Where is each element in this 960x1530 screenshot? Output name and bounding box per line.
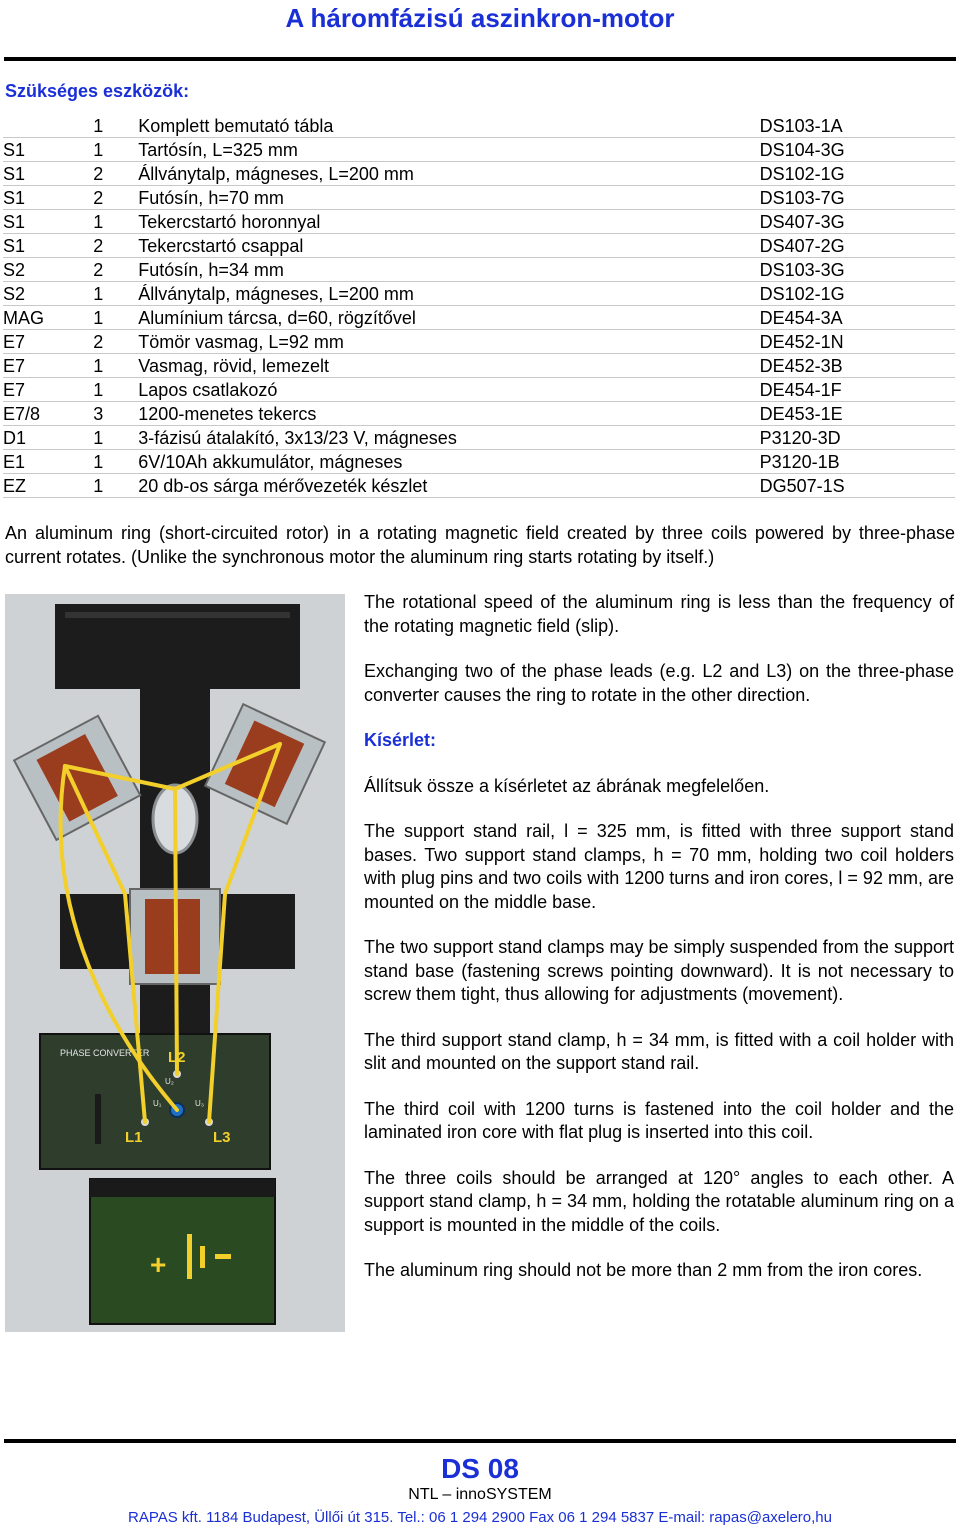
item-order-number: DE452-1N (760, 330, 955, 354)
terminal-u2-label: U₂ (165, 1077, 174, 1086)
table-row (3, 282, 955, 306)
item-order-number: DE454-1F (760, 378, 955, 402)
item-order-number: DS103-7G (760, 186, 955, 210)
item-code: MAG (3, 306, 93, 330)
item-name: Állványtalp, mágneses, L=200 mm (138, 282, 759, 306)
equipment-heading: Szükséges eszközök: (5, 81, 190, 101)
item-name: Futósín, h=70 mm (138, 186, 759, 210)
converter-label: PHASE CONVERTER (60, 1048, 150, 1058)
paragraph-angles: The three coils should be arranged at 120° angles to each other. A support stand clamp, h = 34 mm, holding the rotatable aluminum ring on a support is mounted in the middle of the coils. (364, 1167, 954, 1235)
table-row (3, 114, 955, 138)
item-code: S1 (3, 210, 93, 234)
item-quantity: 2 (93, 258, 138, 282)
paragraph-stand-rail: The support stand rail, l = 325 mm, is fitted with three support stand bases. Two support stand clamps, h = 70 mm, holding two coil holders with plug pins and two coils with 1200 turns and iron cores, l = 92 mm, are mounted on the middle base. (364, 821, 954, 912)
terminal-u3-label: U₃ (195, 1099, 205, 1108)
item-quantity: 1 (93, 450, 138, 474)
phase-l3-label: L3 (213, 1129, 231, 1146)
item-order-number: DS103-1A (760, 114, 955, 138)
instructions-column (364, 591, 954, 1305)
table-row (3, 210, 955, 234)
item-name: Komplett bemutató tábla (138, 114, 759, 138)
item-quantity: 1 (93, 354, 138, 378)
table-row (3, 138, 955, 162)
item-code (3, 114, 93, 138)
item-order-number: DE453-1E (760, 402, 955, 426)
apparatus-photo (5, 594, 345, 1332)
item-order-number: DS102-1G (760, 162, 955, 186)
table-row (3, 306, 955, 330)
battery-polarity: + (150, 1249, 167, 1280)
item-name: Tömör vasmag, L=92 mm (138, 330, 759, 354)
item-quantity: 2 (93, 330, 138, 354)
item-code: S1 (3, 186, 93, 210)
contact-line: RAPAS kft. 1184 Budapest, Üllői út 315. Tel.: 06 1 294 2900 Fax 06 1 294 5837 E-mail: rapas@axelero,hu (128, 1509, 832, 1526)
item-quantity: 1 (93, 210, 138, 234)
table-row (3, 258, 955, 282)
item-code: E7 (3, 378, 93, 402)
item-order-number: DS104-3G (760, 138, 955, 162)
item-code: D1 (3, 426, 93, 450)
table-row (3, 330, 955, 354)
item-quantity: 1 (93, 282, 138, 306)
table-row (3, 162, 955, 186)
item-order-number: DE452-3B (760, 354, 955, 378)
item-name: Tekercstartó horonnyal (138, 210, 759, 234)
intro-paragraph: An aluminum ring (short-circuited rotor) in a rotating magnetic field created by three coils powered by three-phase current rotates. (Unlike the synchronous motor the aluminum ring starts rotating by itself.) (5, 523, 955, 567)
item-name: Alumínium tárcsa, d=60, rögzítővel (138, 306, 759, 330)
item-name: 6V/10Ah akkumulátor, mágneses (138, 450, 759, 474)
item-order-number: DS102-1G (760, 282, 955, 306)
table-row (3, 234, 955, 258)
table-row (3, 378, 955, 402)
item-quantity: 1 (93, 426, 138, 450)
paragraph-slip: The rotational speed of the aluminum ring is less than the frequency of the rotating magnetic field (slip). (364, 592, 954, 636)
terminal-u1-label: U₁ (153, 1099, 162, 1108)
equipment-table (3, 114, 955, 498)
battery (90, 1179, 275, 1324)
table-row (3, 450, 955, 474)
page-title: A háromfázisú aszinkron-motor (285, 3, 675, 33)
item-order-number: DS103-3G (760, 258, 955, 282)
document-code: DS 08 (441, 1453, 519, 1484)
item-quantity: 2 (93, 186, 138, 210)
table-row (3, 402, 955, 426)
header-divider (4, 57, 956, 61)
item-quantity: 1 (93, 138, 138, 162)
item-order-number: DE454-3A (760, 306, 955, 330)
item-code: S1 (3, 234, 93, 258)
item-code: E7 (3, 354, 93, 378)
item-quantity: 1 (93, 474, 138, 498)
paragraph-gap: The aluminum ring should not be more than 2 mm from the iron cores. (364, 1260, 923, 1280)
item-name: Lapos csatlakozó (138, 378, 759, 402)
item-name: Tartósín, L=325 mm (138, 138, 759, 162)
table-row (3, 426, 955, 450)
item-order-number: DS407-3G (760, 210, 955, 234)
table-row (3, 186, 955, 210)
paragraph-phase-leads: Exchanging two of the phase leads (e.g. L2 and L3) on the three-phase converter causes the ring to rotate in the other direction. (364, 661, 954, 705)
item-name: Vasmag, rövid, lemezelt (138, 354, 759, 378)
item-name: Tekercstartó csappal (138, 234, 759, 258)
item-code: S1 (3, 162, 93, 186)
item-name: Futósín, h=34 mm (138, 258, 759, 282)
item-order-number: DG507-1S (760, 474, 955, 498)
paragraph-clamps: The two support stand clamps may be simply suspended from the support stand base (fastening screws pointing downward). It is not necessary to screw them tight, thus allowing for adjustments (movement). (364, 937, 954, 1004)
item-order-number: DS407-2G (760, 234, 955, 258)
item-code: S1 (3, 138, 93, 162)
item-quantity: 2 (93, 162, 138, 186)
footer-divider (4, 1439, 956, 1443)
item-code: E7 (3, 330, 93, 354)
item-order-number: P3120-3D (760, 426, 955, 450)
item-code: S2 (3, 282, 93, 306)
item-name: 20 db-os sárga mérővezeték készlet (138, 474, 759, 498)
item-name: 3-fázisú átalakító, 3x13/23 V, mágneses (138, 426, 759, 450)
item-code: E7/8 (3, 402, 93, 426)
item-quantity: 1 (93, 378, 138, 402)
brand-name: NTL – innoSYSTEM (408, 1486, 552, 1503)
item-quantity: 3 (93, 402, 138, 426)
phase-l1-label: L1 (125, 1129, 143, 1146)
item-quantity: 1 (93, 114, 138, 138)
item-code: S2 (3, 258, 93, 282)
item-name: 1200-menetes tekercs (138, 402, 759, 426)
experiment-heading: Kísérlet: (364, 730, 437, 750)
paragraph-third-clamp: The third support stand clamp, h = 34 mm, is fitted with a coil holder with slit and mounted on the support stand rail. (364, 1029, 954, 1073)
table-row (3, 474, 955, 498)
phase-l2-label: L2 (168, 1049, 186, 1066)
item-quantity: 1 (93, 306, 138, 330)
item-code: EZ (3, 474, 93, 498)
table-row (3, 354, 955, 378)
item-order-number: P3120-1B (760, 450, 955, 474)
item-quantity: 2 (93, 234, 138, 258)
item-name: Állványtalp, mágneses, L=200 mm (138, 162, 759, 186)
paragraph-assemble: Állítsuk össze a kísérletet az ábrának megfelelően. (364, 775, 770, 796)
item-code: E1 (3, 450, 93, 474)
paragraph-third-coil: The third coil with 1200 turns is fastened into the coil holder and the laminated iron core with flat plug is inserted into this coil. (364, 1098, 954, 1142)
